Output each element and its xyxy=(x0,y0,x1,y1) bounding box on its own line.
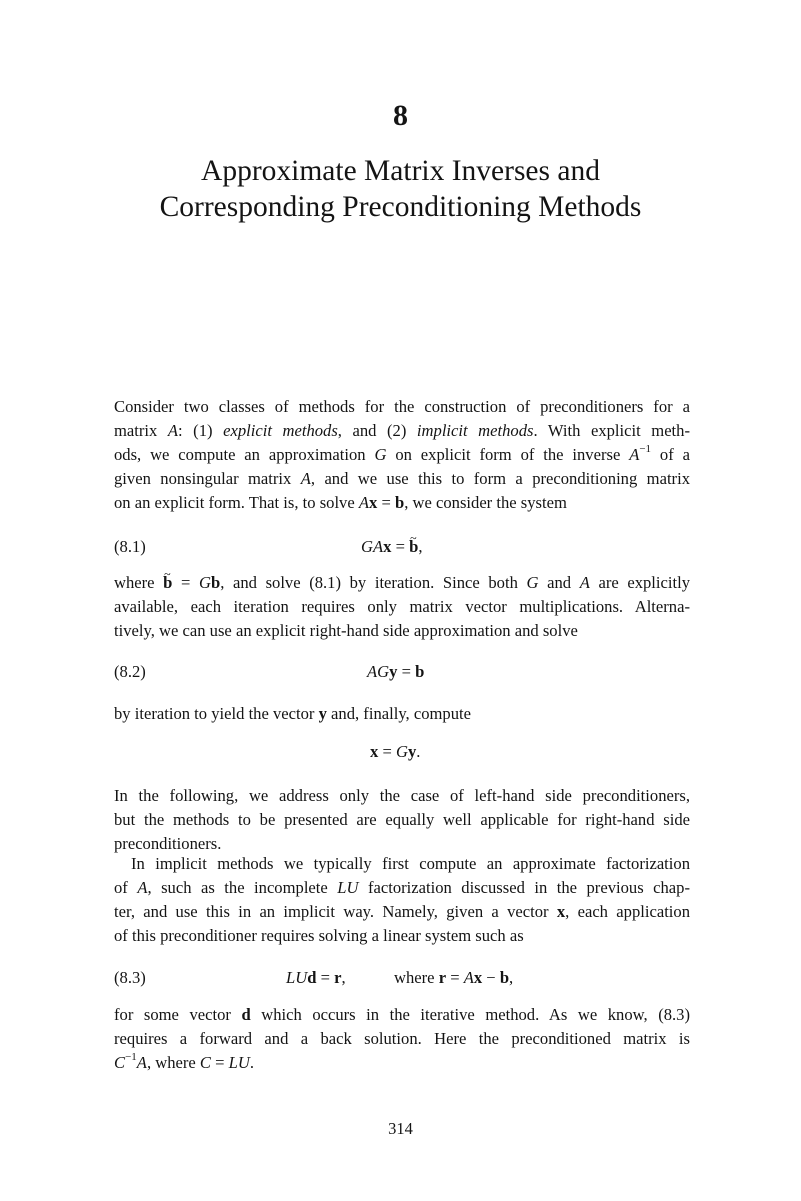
paragraph-intro xyxy=(114,395,690,515)
text-line: Consider two classes of methods for the construction of preconditioners for a xyxy=(114,397,690,416)
text-line: given nonsingular matrix A, and we use this to form a preconditioning matrix xyxy=(114,469,690,488)
equation-body: x = Gy. xyxy=(370,742,421,761)
chapter-number: 8 xyxy=(393,99,408,132)
text-line: In the following, we address only the case of left-hand side preconditioners, xyxy=(114,786,690,805)
text-line: matrix A: (1) explicit methods, and (2) implicit methods. With explicit meth- xyxy=(114,421,690,440)
chapter-title-line-2: Corresponding Preconditioning Methods xyxy=(159,191,642,223)
text-line: ter, and use this in an implicit way. Namely, given a vector x, each application xyxy=(114,902,691,921)
text-line: but the methods to be presented are equally well applicable for right-hand side xyxy=(114,810,690,829)
page-number: 314 xyxy=(388,1119,413,1138)
paragraph-forward-back xyxy=(114,1003,690,1075)
text-line: of this preconditioner requires solving a linear system such as xyxy=(114,926,524,945)
equation-label: (8.1) xyxy=(114,537,146,556)
equation-x-gy xyxy=(114,740,690,764)
text-line: $C^{-1}A$, where C = LU. xyxy=(114,1051,255,1072)
equation-condition: where r = Ax − b, xyxy=(394,968,514,987)
text-line: of A, such as the incomplete LU factorization discussed in the previous chap- xyxy=(114,878,690,897)
equation-8-3 xyxy=(114,966,690,990)
text-line: preconditioners. xyxy=(114,834,222,853)
equation-body: AGy = b xyxy=(367,662,425,681)
equation-body: GAx = b ~, xyxy=(361,535,422,559)
equation-body: LUd = r, xyxy=(286,968,346,987)
text-line: available, each iteration requires only matrix vector multiplications. Alterna- xyxy=(114,597,690,616)
text-line: for some vector d which occurs in the iterative method. As we know, (8.3) xyxy=(114,1005,690,1024)
text-line: ods, we compute an approximation G on explicit form of the inverse $A^{-1}$ of a xyxy=(114,443,690,464)
paragraph-iteration xyxy=(114,702,690,726)
text-line: requires a forward and a back solution. Here the preconditioned matrix is xyxy=(114,1029,690,1048)
text-line: tively, we can use an explicit right-hand side approximation and solve xyxy=(114,621,578,640)
equation-label: (8.2) xyxy=(114,662,146,681)
paragraph-explicit xyxy=(114,571,690,643)
text-line: where b ~ = Gb, and solve (8.1) by iteration. Since both G and A are explicitly xyxy=(114,571,690,595)
equation-8-2 xyxy=(114,660,690,684)
text-line: on an explicit form. That is, to solve Ax = b, we consider the system xyxy=(114,493,567,512)
text-line: by iteration to yield the vector y and, finally, compute xyxy=(114,704,471,723)
equation-label: (8.3) xyxy=(114,968,146,987)
text-line: In implicit methods we typically first compute an approximate factorization xyxy=(131,854,690,873)
equation-8-1 xyxy=(114,535,690,559)
paragraph-left-hand xyxy=(114,784,690,856)
chapter-title-line-1: Approximate Matrix Inverses and xyxy=(201,155,600,187)
paragraph-implicit xyxy=(114,852,690,948)
